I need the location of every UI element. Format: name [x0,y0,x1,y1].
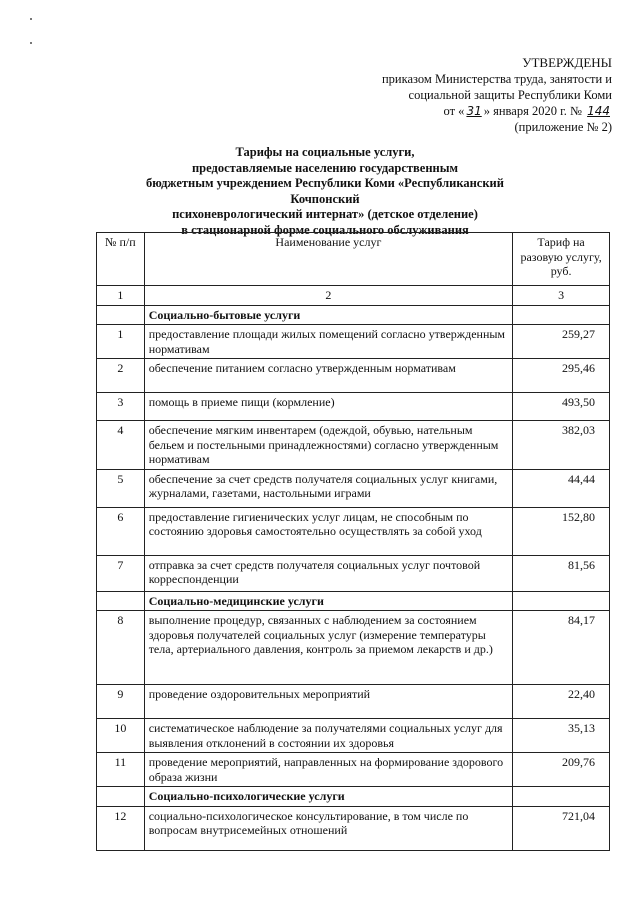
service-number: 3 [97,393,145,421]
service-name: предоставление гигиенических услуг лицам, не способным по состоянию здоровья самостоятельно осуществлять за собой уход [144,507,512,555]
title-line-4: психоневрологический интернат» (детское отделение) [172,207,478,221]
section-empty-cell [97,787,145,807]
service-name: выполнение процедур, связанных с наблюдением за состоянием здоровья получателей социальных услуг (измерение температуры тела, артериального давления, контроль за приемом лекарств и др.) [144,611,512,685]
table-row [97,806,610,850]
section-row [97,591,610,611]
service-name: социально-психологическое консультирование, в том числе по вопросам внутрисемейных отношений [144,806,512,850]
scan-speck-top [30,18,32,20]
service-tariff: 81,56 [513,555,610,591]
service-tariff: 84,17 [513,611,610,685]
column-number-row [97,286,610,306]
table-header-row [97,233,610,286]
service-number: 7 [97,555,145,591]
service-name: обеспечение за счет средств получателя социальных услуг книгами, журналами, газетами, настольными играми [144,469,512,507]
service-number: 5 [97,469,145,507]
service-number: 10 [97,719,145,753]
table-row [97,685,610,719]
service-name: проведение мероприятий, направленных на формирование здорового образа жизни [144,753,512,787]
service-name: систематическое наблюдение за получателями социальных услуг для выявления отклонений в состоянии их здоровья [144,719,512,753]
service-number: 2 [97,359,145,393]
section-empty-cell [513,591,610,611]
scan-speck-mid [30,42,32,44]
table-row [97,753,610,787]
table-row [97,393,610,421]
section-row [97,787,610,807]
table-body [97,305,610,850]
approval-block [382,55,612,135]
header-service-name: Наименование услуг [144,233,512,286]
title-line-5: в стационарной форме социального обслуживания [181,222,469,237]
service-name: предоставление площади жилых помещений согласно утвержденным нормативам [144,325,512,359]
service-tariff: 259,27 [513,325,610,359]
document-title [110,145,540,238]
approval-line-1: приказом Министерства труда, занятости и [381,72,612,86]
handwritten-order-number: 144 [587,104,610,118]
table-row [97,507,610,555]
service-tariff: 35,13 [513,719,610,753]
title-line-2: предоставляемые населению государственным [191,160,459,175]
date-prefix: от « [443,104,465,118]
service-tariff: 721,04 [513,806,610,850]
table-row [97,719,610,753]
service-tariff: 493,50 [513,393,610,421]
section-empty-cell [97,305,145,325]
table-row [97,359,610,393]
header-number: № п/п [97,233,145,286]
service-name: отправка за счет средств получателя социальных услуг почтовой корреспонденции [144,555,512,591]
service-tariff: 209,76 [513,753,610,787]
service-name: проведение оздоровительных мероприятий [144,685,512,719]
table-row [97,325,610,359]
section-empty-cell [513,787,610,807]
approval-appendix: (приложение № 2) [514,120,612,134]
column-number-2: 2 [144,286,512,306]
service-number: 6 [97,507,145,555]
service-tariff: 44,44 [513,469,610,507]
approval-heading: УТВЕРЖДЕНЫ [522,55,612,70]
service-number: 12 [97,806,145,850]
table-row [97,469,610,507]
date-middle: » января 2020 г. № [483,104,582,118]
table-row [97,611,610,685]
handwritten-day: 31 [466,104,482,118]
service-name: обеспечение питанием согласно утвержденным нормативам [144,359,512,393]
section-row [97,305,610,325]
approval-line-2: социальной защиты Республики Коми [408,88,612,102]
tariffs-table [96,232,610,851]
section-title: Социально-медицинские услуги [144,591,512,611]
service-tariff: 295,46 [513,359,610,393]
service-tariff: 152,80 [513,507,610,555]
service-number: 9 [97,685,145,719]
service-tariff: 382,03 [513,421,610,470]
service-number: 8 [97,611,145,685]
service-number: 1 [97,325,145,359]
service-tariff: 22,40 [513,685,610,719]
table-row [97,555,610,591]
section-title: Социально-бытовые услуги [144,305,512,325]
title-line-1: Тарифы на социальные услуги, [235,145,415,159]
service-number: 4 [97,421,145,470]
approval-date-line [382,103,612,119]
service-name: обеспечение мягким инвентарем (одеждой, обувью, нательным бельем и постельными принадлежностями) согласно утвержденным нормативам [144,421,512,470]
column-number-1: 1 [97,286,145,306]
table-row [97,421,610,470]
service-name: помощь в приеме пищи (кормление) [144,393,512,421]
service-number: 11 [97,753,145,787]
section-empty-cell [513,305,610,325]
section-title: Социально-психологические услуги [144,787,512,807]
column-number-3: 3 [513,286,610,306]
section-empty-cell [97,591,145,611]
header-tariff: Тариф на разовую услугу, руб. [513,233,610,286]
title-line-3: бюджетным учреждением Республики Коми «Республиканский Кочпонский [146,176,504,206]
